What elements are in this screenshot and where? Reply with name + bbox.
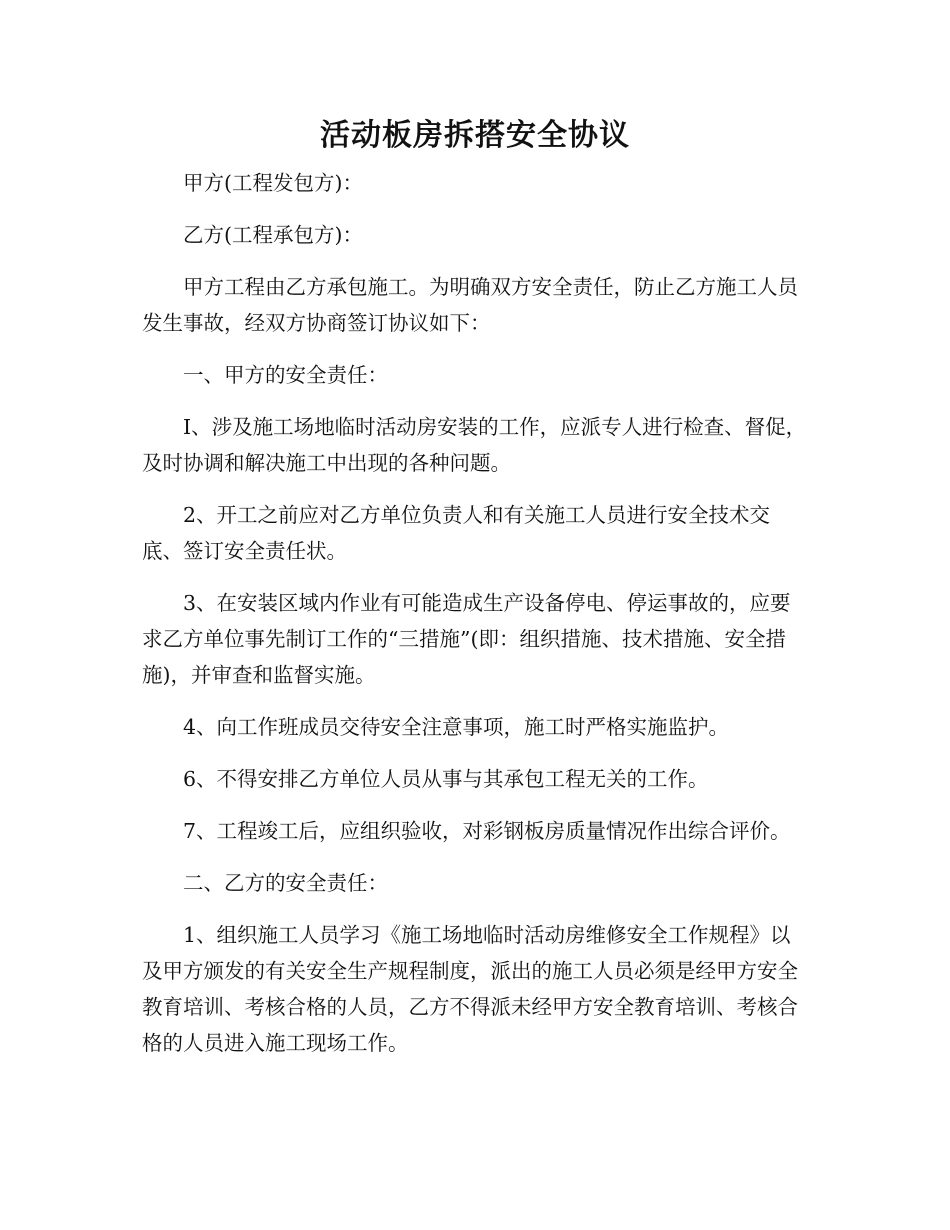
section-heading-party-a: 一、甲方的安全责任：	[183, 363, 388, 387]
clause-a-6: 6、不得安排乙方单位人员从事与其承包工程无关的工作。	[183, 767, 709, 791]
party-b-line: 乙方(工程承包方)：	[183, 223, 363, 247]
document-title: 活动板房拆搭安全协议	[320, 118, 630, 153]
intro-paragraph: 甲方工程由乙方承包施工。为明确双方安全责任，防止乙方施工人员发生事故，经双方协商签订协议如下：	[142, 275, 798, 335]
party-a-line: 甲方(工程发包方)：	[183, 171, 363, 195]
section-heading-party-b: 二、乙方的安全责任：	[183, 871, 388, 895]
clause-a-3: 3、在安装区域内作业有可能造成生产设备停电、停运事故的，应要求乙方单位事先制订工作的“三措施”(即：组织措施、技术措施、安全措施)，并审查和监督实施。	[142, 591, 791, 687]
document-body	[142, 165, 807, 1061]
clause-b-1: 1、组织施工人员学习《施工场地临时活动房维修安全工作规程》以及甲方颁发的有关安全生产规程制度，派出的施工人员必须是经甲方安全教育培训、考核合格的人员，乙方不得派未经甲方安全教育培训、考核合格的人员进入施工现场工作。	[142, 923, 798, 1055]
clause-a-2: 2、开工之前应对乙方单位负责人和有关施工人员进行安全技术交底、签订安全责任状。	[142, 503, 771, 563]
clause-a-4: 4、向工作班成员交待安全注意事项，施工时严格实施监护。	[183, 715, 730, 739]
clause-a-7: 7、工程竣工后，应组织验收，对彩钢板房质量情况作出综合评价。	[183, 819, 791, 843]
clause-a-1: I、涉及施工场地临时活动房安装的工作，应派专人进行检查、督促，及时协调和解决施工中出现的各种问题。	[142, 415, 807, 475]
